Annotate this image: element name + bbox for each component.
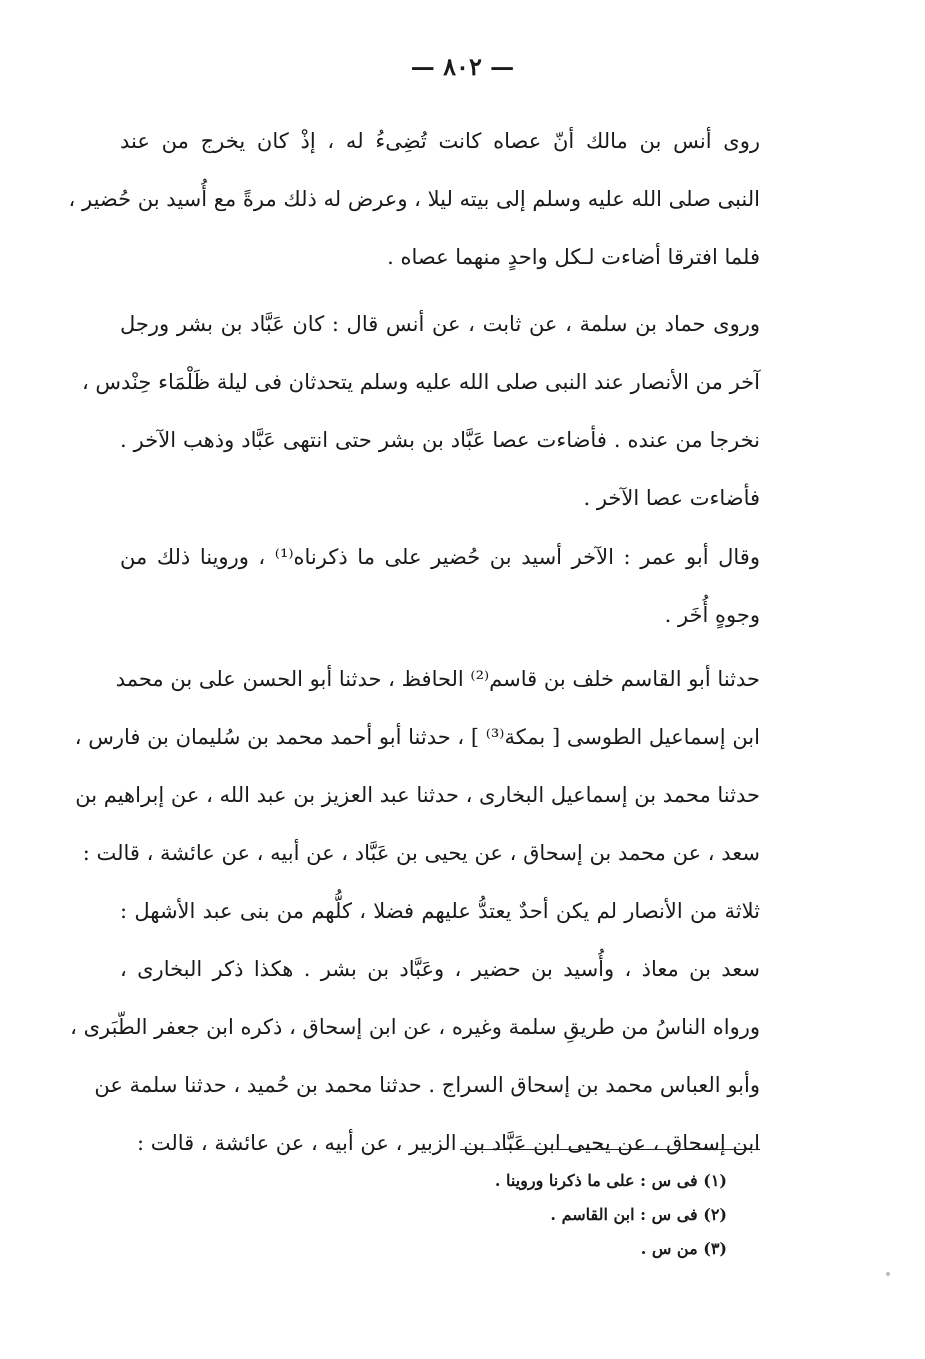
text-line: وأبو العباس محمد بن إسحاق السراج . حدثنا محمد بن حُميد ، حدثنا سلمة عن (94, 1073, 760, 1097)
text-line: حدثنا محمد بن إسماعيل البخارى ، حدثنا عبد العزيز بن عبد الله ، عن إبراهيم بن (75, 783, 760, 807)
footnotes (327, 1164, 727, 1266)
footnote-3: (٣) من س . (640, 1239, 727, 1258)
text-line: ابن إسماعيل الطوسى [ بمكة⁽³⁾ ] ، حدثنا أبو أحمد محمد بن سُليمان بن فارس ، (74, 725, 760, 749)
paragraph (81, 295, 760, 527)
text-line: وجوهٍ أُخَر . (664, 603, 760, 627)
paragraph (120, 528, 760, 644)
text-line: آخر من الأنصار عند النبى صلى الله عليه وسلم يتحدثان فى ليلة ظَلْمَاء حِنْدس ، (81, 370, 760, 394)
footnote-separator (460, 1149, 760, 1150)
paragraph (70, 650, 760, 1172)
text-line: حدثنا أبو القاسم خلف بن قاسم⁽²⁾ الحافظ ، حدثنا أبو الحسن على بن محمد (115, 667, 760, 691)
page-speck (886, 1272, 890, 1276)
text-line: سعد ، عن محمد بن إسحاق ، عن يحيى بن عَبَّاد ، عن أبيه ، عن عائشة ، قالت : (82, 841, 760, 865)
text-line: وقال أبو عمر : الآخر أسيد بن حُضير على ما ذكرناه⁽¹⁾ ، وروينا ذلك من (120, 545, 760, 569)
footnote-1: (١) فى س : على ما ذكرنا وروينا . (494, 1171, 727, 1190)
text-line: وروى حماد بن سلمة ، عن ثابت ، عن أنس قال : كان عَبَّاد بن بشر ورجل (120, 312, 760, 336)
text-line: ورواه الناسُ من طريقِ سلمة وغيره ، عن ابن إسحاق ، ذكره ابن جعفر الطّبَرى ، (70, 1015, 760, 1039)
text-line: ابن إسحاق ، عن يحيى ابن عَبَّاد بن الزبير ، عن أبيه ، عن عائشة ، قالت : (137, 1131, 760, 1155)
text-line: سعد بن معاذ ، وأُسيد بن حضير ، وعَبَّاد بن بشر . هكذا ذكر البخارى ، (120, 957, 760, 981)
text-line: النبى صلى الله عليه وسلم إلى بيته ليلا ، وعرض له ذلك مرةً مع أُسيد بن حُضير ، (68, 187, 760, 211)
text-line: فأضاءت عصا الآخر . (583, 486, 760, 510)
paragraph (68, 112, 760, 286)
text-line: روى أنس بن مالك أنّ عصاه كانت تُضِىءُ له ، إذْ كان يخرج من عند (120, 129, 760, 153)
footnote-2: (٢) فى س : ابن القاسم . (550, 1205, 727, 1224)
text-line: ثلاثة من الأنصار لم يكن أحدٌ يعتدُّ عليهم فضلا ، كلُّهم من بنى عبد الأشهل : (120, 899, 760, 923)
page-number: — ٨٠٢ — (410, 52, 515, 81)
text-line: نخرجا من عنده . فأضاءت عصا عَبَّاد بن بشر حتى انتهى عَبَّاد وذهب الآخر . (120, 428, 760, 452)
text-line: فلما افترقا أضاءت لـكل واحدٍ منهما عصاه . (387, 245, 760, 269)
